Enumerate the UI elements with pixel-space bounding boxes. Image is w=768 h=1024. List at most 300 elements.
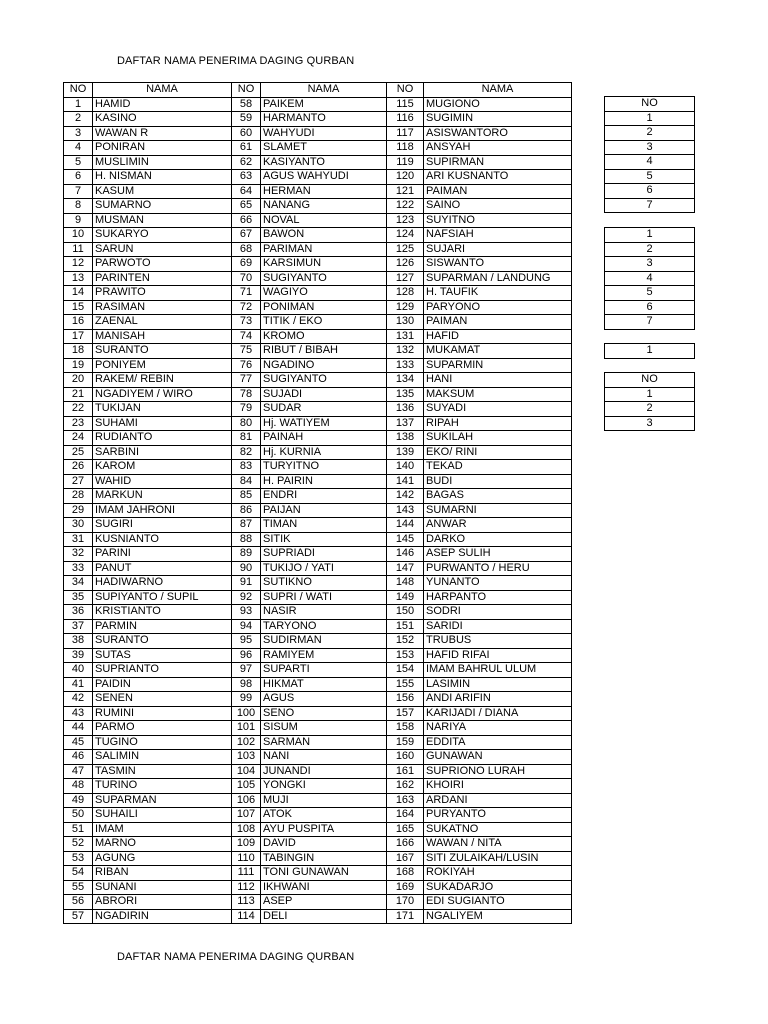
table-row [64, 257, 572, 272]
side-table-row [605, 198, 695, 213]
row-number-cell: 96 [232, 648, 261, 663]
row-number-cell: 138 [387, 431, 424, 446]
row-number-cell: 85 [232, 489, 261, 504]
recipient-table [63, 82, 572, 924]
row-number-cell: 122 [387, 199, 424, 214]
recipient-name-cell: YUNANTO [424, 576, 572, 591]
row-number-cell: 12 [64, 257, 93, 272]
row-number-cell: 57 [64, 909, 93, 924]
row-number-cell: 124 [387, 228, 424, 243]
recipient-name-cell: KRISTIANTO [93, 605, 232, 620]
table-row [64, 286, 572, 301]
side-table-cell: 5 [605, 169, 695, 184]
recipient-name-cell: TARYONO [261, 619, 387, 634]
row-number-cell: 75 [232, 344, 261, 359]
row-number-cell: 48 [64, 779, 93, 794]
row-number-cell: 58 [232, 97, 261, 112]
side-table-row [605, 111, 695, 126]
row-number-cell: 98 [232, 677, 261, 692]
recipient-name-cell: SUPARMAN [93, 793, 232, 808]
row-number-cell: 103 [232, 750, 261, 765]
recipient-name-cell: SUMARNI [424, 503, 572, 518]
row-number-cell: 60 [232, 126, 261, 141]
row-number-cell: 119 [387, 155, 424, 170]
side-number-table-c [604, 343, 695, 359]
row-number-cell: 95 [232, 634, 261, 649]
recipient-name-cell: HERMAN [261, 184, 387, 199]
table-row [64, 779, 572, 794]
row-number-cell: 28 [64, 489, 93, 504]
table-row [64, 228, 572, 243]
row-number-cell: 73 [232, 315, 261, 330]
recipient-name-cell: ANDI ARIFIN [424, 692, 572, 707]
row-number-cell: 63 [232, 170, 261, 185]
row-number-cell: 153 [387, 648, 424, 663]
table-body [64, 97, 572, 924]
recipient-name-cell: KHOIRI [424, 779, 572, 794]
side-table-row [605, 271, 695, 286]
row-number-cell: 97 [232, 663, 261, 678]
table-row [64, 518, 572, 533]
recipient-name-cell: PAIMAN [424, 315, 572, 330]
recipient-name-cell: MUJI [261, 793, 387, 808]
row-number-cell: 52 [64, 837, 93, 852]
table-row [64, 648, 572, 663]
recipient-name-cell: GUNAWAN [424, 750, 572, 765]
recipient-name-cell: PONIYEM [93, 358, 232, 373]
row-number-cell: 20 [64, 373, 93, 388]
row-number-cell: 157 [387, 706, 424, 721]
recipient-name-cell: IMAM BAHRUL ULUM [424, 663, 572, 678]
row-number-cell: 27 [64, 474, 93, 489]
recipient-name-cell: BUDI [424, 474, 572, 489]
recipient-name-cell: MUGIONO [424, 97, 572, 112]
table-row [64, 402, 572, 417]
row-number-cell: 141 [387, 474, 424, 489]
recipient-name-cell: SARBINI [93, 445, 232, 460]
table-row [64, 141, 572, 156]
recipient-name-cell: Hj. KURNIA [261, 445, 387, 460]
table-row [64, 373, 572, 388]
recipient-name-cell: RIPAH [424, 416, 572, 431]
table-row [64, 126, 572, 141]
recipient-name-cell: AYU PUSPITA [261, 822, 387, 837]
row-number-cell: 34 [64, 576, 93, 591]
side-table-cell: 2 [605, 402, 695, 417]
row-number-cell: 99 [232, 692, 261, 707]
row-number-cell: 15 [64, 300, 93, 315]
recipient-name-cell: PONIRAN [93, 141, 232, 156]
row-number-cell: 159 [387, 735, 424, 750]
table-row [64, 851, 572, 866]
row-number-cell: 163 [387, 793, 424, 808]
recipient-name-cell: WAWAN / NITA [424, 837, 572, 852]
row-number-cell: 19 [64, 358, 93, 373]
table-row [64, 242, 572, 257]
row-number-cell: 5 [64, 155, 93, 170]
table-row [64, 213, 572, 228]
recipient-name-cell: RUDIANTO [93, 431, 232, 446]
row-number-cell: 4 [64, 141, 93, 156]
recipient-name-cell: SUPIYANTO / SUPIL [93, 590, 232, 605]
row-number-cell: 33 [64, 561, 93, 576]
row-number-cell: 49 [64, 793, 93, 808]
row-number-cell: 47 [64, 764, 93, 779]
side-table-cell: 3 [605, 140, 695, 155]
recipient-name-cell: JUNANDI [261, 764, 387, 779]
column-header-nama: NAMA [261, 83, 387, 98]
recipient-name-cell: SENO [261, 706, 387, 721]
recipient-name-cell: SODRI [424, 605, 572, 620]
recipient-name-cell: PAIKEM [261, 97, 387, 112]
recipient-name-cell: KROMO [261, 329, 387, 344]
row-number-cell: 100 [232, 706, 261, 721]
table-header-row [64, 83, 572, 98]
row-number-cell: 82 [232, 445, 261, 460]
row-number-cell: 59 [232, 112, 261, 127]
recipient-name-cell: SUKARYO [93, 228, 232, 243]
recipient-name-cell: LASIMIN [424, 677, 572, 692]
row-number-cell: 31 [64, 532, 93, 547]
row-number-cell: 51 [64, 822, 93, 837]
recipient-name-cell: SUYITNO [424, 213, 572, 228]
row-number-cell: 148 [387, 576, 424, 591]
recipient-name-cell: NANANG [261, 199, 387, 214]
row-number-cell: 71 [232, 286, 261, 301]
row-number-cell: 94 [232, 619, 261, 634]
row-number-cell: 21 [64, 387, 93, 402]
row-number-cell: 158 [387, 721, 424, 736]
row-number-cell: 46 [64, 750, 93, 765]
row-number-cell: 147 [387, 561, 424, 576]
side-table-row [605, 373, 695, 388]
row-number-cell: 166 [387, 837, 424, 852]
recipient-name-cell: PARMO [93, 721, 232, 736]
recipient-name-cell: PRAWITO [93, 286, 232, 301]
row-number-cell: 3 [64, 126, 93, 141]
recipient-name-cell: KASUM [93, 184, 232, 199]
recipient-name-cell: PURWANTO / HERU [424, 561, 572, 576]
row-number-cell: 89 [232, 547, 261, 562]
recipient-name-cell: WAGIYO [261, 286, 387, 301]
row-number-cell: 162 [387, 779, 424, 794]
row-number-cell: 169 [387, 880, 424, 895]
recipient-name-cell: SUDIRMAN [261, 634, 387, 649]
recipient-name-cell: IMAM [93, 822, 232, 837]
row-number-cell: 117 [387, 126, 424, 141]
row-number-cell: 151 [387, 619, 424, 634]
recipient-name-cell: PONIMAN [261, 300, 387, 315]
recipient-name-cell: KASINO [93, 112, 232, 127]
side-table-row [605, 315, 695, 330]
row-number-cell: 13 [64, 271, 93, 286]
column-header-no: NO [64, 83, 93, 98]
recipient-name-cell: PAIDIN [93, 677, 232, 692]
recipient-name-cell: SARUN [93, 242, 232, 257]
recipient-name-cell: NASIR [261, 605, 387, 620]
row-number-cell: 72 [232, 300, 261, 315]
row-number-cell: 74 [232, 329, 261, 344]
recipient-name-cell: HARMANTO [261, 112, 387, 127]
row-number-cell: 142 [387, 489, 424, 504]
side-table-row [605, 140, 695, 155]
side-table-row [605, 416, 695, 431]
table-row [64, 489, 572, 504]
row-number-cell: 8 [64, 199, 93, 214]
recipient-name-cell: SUGIYANTO [261, 373, 387, 388]
row-number-cell: 56 [64, 895, 93, 910]
row-number-cell: 37 [64, 619, 93, 634]
row-number-cell: 156 [387, 692, 424, 707]
side-table-cell: 3 [605, 416, 695, 431]
recipient-name-cell: SUHAMI [93, 416, 232, 431]
recipient-name-cell: SUPARMAN / LANDUNG [424, 271, 572, 286]
row-number-cell: 41 [64, 677, 93, 692]
table-row [64, 112, 572, 127]
table-row [64, 808, 572, 823]
table-row [64, 764, 572, 779]
row-number-cell: 18 [64, 344, 93, 359]
side-number-table-d [604, 372, 695, 431]
row-number-cell: 61 [232, 141, 261, 156]
row-number-cell: 79 [232, 402, 261, 417]
row-number-cell: 23 [64, 416, 93, 431]
recipient-name-cell: SLAMET [261, 141, 387, 156]
recipient-name-cell: HANI [424, 373, 572, 388]
recipient-name-cell: TURINO [93, 779, 232, 794]
row-number-cell: 2 [64, 112, 93, 127]
row-number-cell: 112 [232, 880, 261, 895]
row-number-cell: 68 [232, 242, 261, 257]
recipient-name-cell: NGADIYEM / WIRO [93, 387, 232, 402]
recipient-name-cell: SUGIRI [93, 518, 232, 533]
recipient-name-cell: PARMIN [93, 619, 232, 634]
recipient-name-cell: KARSIMUN [261, 257, 387, 272]
recipient-name-cell: SAINO [424, 199, 572, 214]
row-number-cell: 139 [387, 445, 424, 460]
table-row [64, 822, 572, 837]
recipient-name-cell: SUKILAH [424, 431, 572, 446]
side-table-cell: 5 [605, 286, 695, 301]
table-row [64, 358, 572, 373]
row-number-cell: 7 [64, 184, 93, 199]
recipient-name-cell: ASISWANTORO [424, 126, 572, 141]
recipient-name-cell: SUGIMIN [424, 112, 572, 127]
side-table-row [605, 257, 695, 272]
table-row [64, 590, 572, 605]
row-number-cell: 101 [232, 721, 261, 736]
recipient-name-cell: SUDAR [261, 402, 387, 417]
table-row [64, 474, 572, 489]
recipient-name-cell: H. PAIRIN [261, 474, 387, 489]
recipient-name-cell: HAFID RIFAI [424, 648, 572, 663]
row-number-cell: 78 [232, 387, 261, 402]
recipient-name-cell: TONI GUNAWAN [261, 866, 387, 881]
row-number-cell: 113 [232, 895, 261, 910]
table-row [64, 532, 572, 547]
column-header-nama: NAMA [93, 83, 232, 98]
recipient-name-cell: SUPIRMAN [424, 155, 572, 170]
table-row [64, 895, 572, 910]
recipient-name-cell: HADIWARNO [93, 576, 232, 591]
recipient-name-cell: TRUBUS [424, 634, 572, 649]
side-table-cell: 1 [605, 228, 695, 243]
table-row [64, 677, 572, 692]
recipient-name-cell: NGADINO [261, 358, 387, 373]
row-number-cell: 39 [64, 648, 93, 663]
row-number-cell: 134 [387, 373, 424, 388]
recipient-name-cell: SENEN [93, 692, 232, 707]
column-header-no: NO [232, 83, 261, 98]
table-row [64, 605, 572, 620]
recipient-name-cell: TITIK / EKO [261, 315, 387, 330]
row-number-cell: 102 [232, 735, 261, 750]
recipient-name-cell: TEKAD [424, 460, 572, 475]
recipient-name-cell: PURYANTO [424, 808, 572, 823]
recipient-name-cell: SURANTO [93, 634, 232, 649]
side-table-row [605, 126, 695, 141]
recipient-name-cell: HIKMAT [261, 677, 387, 692]
recipient-name-cell: SARMAN [261, 735, 387, 750]
row-number-cell: 32 [64, 547, 93, 562]
side-number-table-b [604, 227, 695, 330]
table-row [64, 909, 572, 924]
side-table-row [605, 97, 695, 112]
recipient-name-cell: HAMID [93, 97, 232, 112]
recipient-name-cell: MARNO [93, 837, 232, 852]
row-number-cell: 11 [64, 242, 93, 257]
side-table-row [605, 286, 695, 301]
side-table-cell: 2 [605, 242, 695, 257]
row-number-cell: 106 [232, 793, 261, 808]
row-number-cell: 26 [64, 460, 93, 475]
recipient-name-cell: PANUT [93, 561, 232, 576]
row-number-cell: 160 [387, 750, 424, 765]
table-row [64, 445, 572, 460]
row-number-cell: 67 [232, 228, 261, 243]
table-row [64, 793, 572, 808]
page-title: DAFTAR NAMA PENERIMA DAGING QURBAN [117, 55, 355, 67]
row-number-cell: 135 [387, 387, 424, 402]
row-number-cell: 107 [232, 808, 261, 823]
side-table-cell: 6 [605, 300, 695, 315]
row-number-cell: 9 [64, 213, 93, 228]
table-row [64, 155, 572, 170]
row-number-cell: 35 [64, 590, 93, 605]
recipient-name-cell: MUSLIMIN [93, 155, 232, 170]
recipient-name-cell: IKHWANI [261, 880, 387, 895]
row-number-cell: 161 [387, 764, 424, 779]
table-row [64, 880, 572, 895]
recipient-name-cell: ARI KUSNANTO [424, 170, 572, 185]
table-row [64, 271, 572, 286]
row-number-cell: 115 [387, 97, 424, 112]
side-table-row [605, 402, 695, 417]
recipient-name-cell: HARPANTO [424, 590, 572, 605]
recipient-name-cell: SISWANTO [424, 257, 572, 272]
row-number-cell: 170 [387, 895, 424, 910]
table-row [64, 866, 572, 881]
side-table-cell: 2 [605, 126, 695, 141]
row-number-cell: 29 [64, 503, 93, 518]
row-number-cell: 111 [232, 866, 261, 881]
recipient-name-cell: RAMIYEM [261, 648, 387, 663]
recipient-name-cell: HAFID [424, 329, 572, 344]
table-row [64, 619, 572, 634]
row-number-cell: 110 [232, 851, 261, 866]
table-row [64, 503, 572, 518]
recipient-name-cell: MAKSUM [424, 387, 572, 402]
recipient-name-cell: TUKIJAN [93, 402, 232, 417]
row-number-cell: 22 [64, 402, 93, 417]
recipient-name-cell: DELI [261, 909, 387, 924]
recipient-name-cell: SUYADI [424, 402, 572, 417]
row-number-cell: 152 [387, 634, 424, 649]
recipient-name-cell: ARDANI [424, 793, 572, 808]
row-number-cell: 114 [232, 909, 261, 924]
table-row [64, 416, 572, 431]
table-row [64, 561, 572, 576]
row-number-cell: 171 [387, 909, 424, 924]
recipient-name-cell: Hj. WATIYEM [261, 416, 387, 431]
recipient-name-cell: MARKUN [93, 489, 232, 504]
row-number-cell: 86 [232, 503, 261, 518]
side-table-cell: 7 [605, 315, 695, 330]
row-number-cell: 118 [387, 141, 424, 156]
table-row [64, 387, 572, 402]
recipient-name-cell: PARWOTO [93, 257, 232, 272]
recipient-name-cell: RAKEM/ REBIN [93, 373, 232, 388]
row-number-cell: 167 [387, 851, 424, 866]
column-header-nama: NAMA [424, 83, 572, 98]
row-number-cell: 1 [64, 97, 93, 112]
recipient-name-cell: AGUS [261, 692, 387, 707]
side-table-cell: 6 [605, 184, 695, 199]
row-number-cell: 69 [232, 257, 261, 272]
side-table-row [605, 387, 695, 402]
recipient-name-cell: PARINTEN [93, 271, 232, 286]
recipient-name-cell: AGUS WAHYUDI [261, 170, 387, 185]
side-table-cell: 1 [605, 344, 695, 359]
row-number-cell: 116 [387, 112, 424, 127]
recipient-name-cell: H. TAUFIK [424, 286, 572, 301]
row-number-cell: 165 [387, 822, 424, 837]
table-row [64, 460, 572, 475]
table-row [64, 547, 572, 562]
footer-title: DAFTAR NAMA PENERIMA DAGING QURBAN [117, 951, 355, 963]
side-table-row [605, 169, 695, 184]
row-number-cell: 143 [387, 503, 424, 518]
recipient-name-cell: ASEP [261, 895, 387, 910]
recipient-name-cell: SURANTO [93, 344, 232, 359]
row-number-cell: 6 [64, 170, 93, 185]
row-number-cell: 131 [387, 329, 424, 344]
row-number-cell: 16 [64, 315, 93, 330]
recipient-name-cell: SUHAILI [93, 808, 232, 823]
recipient-name-cell: AGUNG [93, 851, 232, 866]
recipient-name-cell: KASIYANTO [261, 155, 387, 170]
row-number-cell: 54 [64, 866, 93, 881]
recipient-name-cell: ROKIYAH [424, 866, 572, 881]
row-number-cell: 90 [232, 561, 261, 576]
row-number-cell: 88 [232, 532, 261, 547]
column-header-no: NO [387, 83, 424, 98]
recipient-name-cell: ANSYAH [424, 141, 572, 156]
table-row [64, 634, 572, 649]
recipient-name-cell: SUPARTI [261, 663, 387, 678]
side-table-cell: 1 [605, 111, 695, 126]
recipient-name-cell: SARIDI [424, 619, 572, 634]
